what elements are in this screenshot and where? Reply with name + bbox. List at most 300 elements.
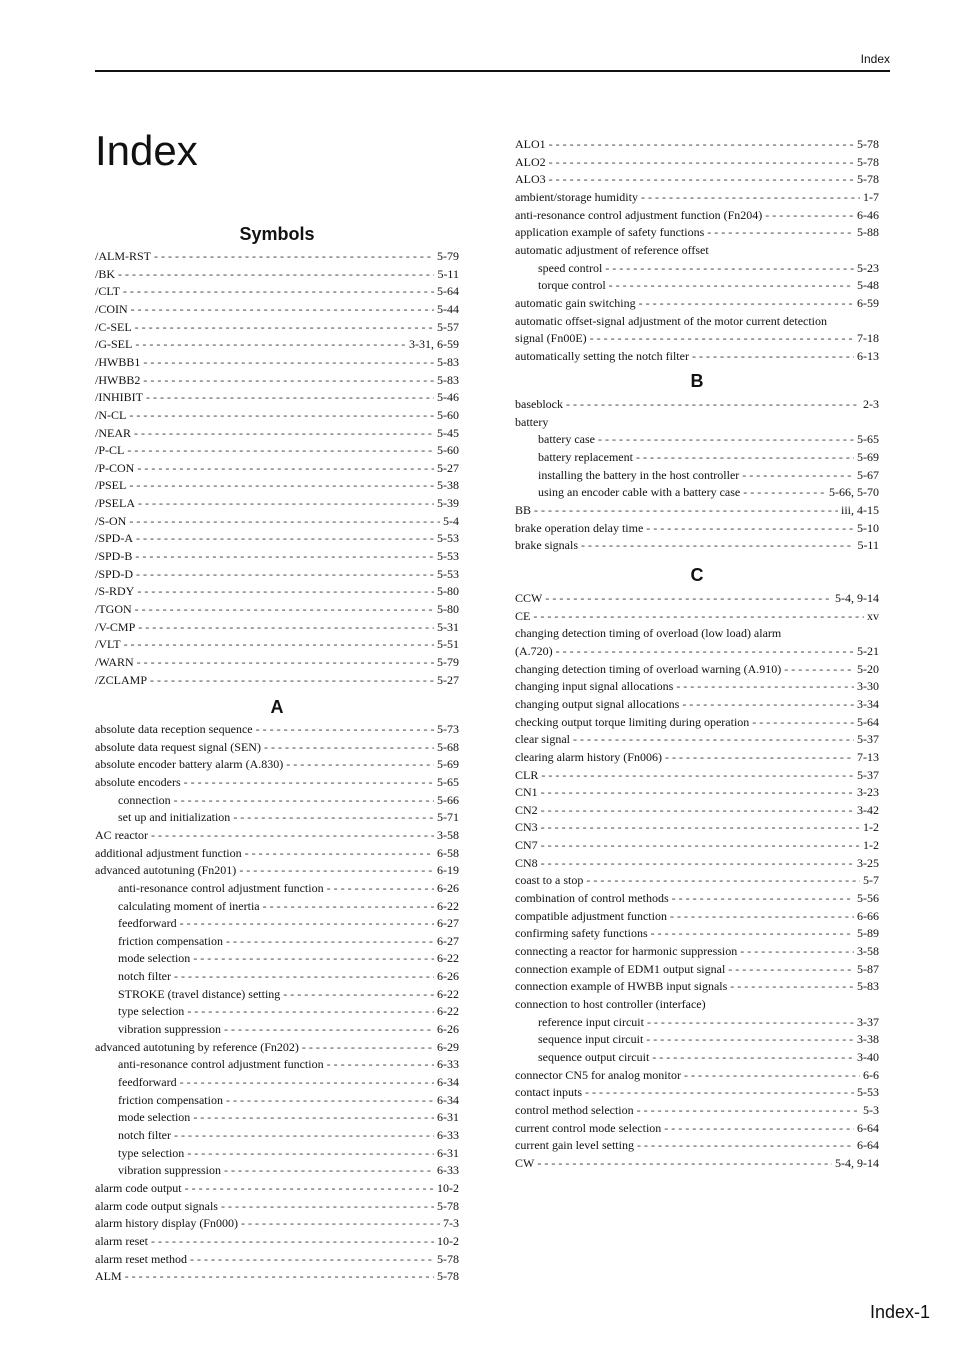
entry-pages: 3-38 xyxy=(857,1032,879,1047)
entry-term: /ZCLAMP xyxy=(95,672,148,687)
dot-leader xyxy=(174,969,434,984)
dot-leader xyxy=(728,962,854,977)
entry-term: CN8 xyxy=(515,855,538,870)
entry-pages: 5-89 xyxy=(857,926,879,941)
dot-leader xyxy=(135,337,406,352)
dot-leader xyxy=(743,485,826,500)
index-entry xyxy=(515,820,879,835)
dot-leader xyxy=(118,267,434,282)
dot-leader xyxy=(573,732,854,747)
dot-leader xyxy=(590,331,854,346)
entry-term: feedforward xyxy=(118,916,177,931)
entry-term: brake operation delay time xyxy=(515,520,644,535)
dot-leader xyxy=(241,1216,440,1231)
entry-term: CLR xyxy=(515,767,539,782)
entry-pages: 5-37 xyxy=(857,732,879,747)
dot-leader xyxy=(765,208,854,223)
entry-term: absolute encoder battery alarm (A.830) xyxy=(95,757,284,772)
index-entry-heading: automatic adjustment of reference offset xyxy=(515,242,709,257)
dot-leader xyxy=(541,820,860,835)
dot-leader xyxy=(581,538,854,553)
entry-term: /HWBB2 xyxy=(95,372,141,387)
dot-leader xyxy=(637,1138,854,1153)
dot-leader xyxy=(639,296,854,311)
entry-pages: 5-56 xyxy=(857,891,879,906)
index-entry xyxy=(515,979,879,994)
dot-leader xyxy=(676,679,854,694)
entry-pages: 6-26 xyxy=(437,969,459,984)
entry-term: /COIN xyxy=(95,301,128,316)
entry-pages: 5-65 xyxy=(437,774,459,789)
entry-pages: 2-3 xyxy=(863,397,879,411)
dot-leader xyxy=(150,673,434,688)
entry-term: AC reactor xyxy=(95,827,148,842)
dot-leader xyxy=(549,137,854,152)
entry-pages: 10-2 xyxy=(437,1233,459,1248)
page-header xyxy=(95,50,890,72)
entry-pages: 6-26 xyxy=(437,1022,459,1037)
index-entry xyxy=(515,349,879,364)
entry-term: automatic gain switching xyxy=(515,295,636,310)
index-subentry xyxy=(538,432,879,447)
entry-pages: 5-78 xyxy=(857,154,879,169)
entry-pages: 3-34 xyxy=(857,696,879,711)
dot-leader xyxy=(545,591,832,606)
entry-pages: 3-23 xyxy=(857,785,879,800)
entry-term: absolute data reception sequence xyxy=(95,722,253,736)
entry-term: brake signals xyxy=(515,538,578,553)
index-entry xyxy=(95,302,459,317)
entry-pages: 5-53 xyxy=(437,531,459,546)
dot-leader xyxy=(549,172,854,187)
entry-pages: 5-3 xyxy=(863,1102,879,1117)
entry-pages: 5-31 xyxy=(437,619,459,634)
dot-leader xyxy=(123,284,434,299)
index-entry xyxy=(95,722,459,737)
entry-pages: 6-26 xyxy=(437,880,459,895)
dot-leader xyxy=(180,1075,434,1090)
entry-pages: iii, 4-15 xyxy=(841,502,879,517)
index-entry xyxy=(95,1216,459,1231)
dot-leader xyxy=(264,740,434,755)
entry-term: connector CN5 for analog monitor xyxy=(515,1067,681,1082)
dot-leader xyxy=(636,450,854,465)
entry-pages: 1-2 xyxy=(863,838,879,853)
dot-leader xyxy=(137,655,434,670)
index-entry xyxy=(95,267,459,282)
index-entry xyxy=(95,549,459,564)
entry-term: ALO1 xyxy=(515,137,546,151)
index-entry xyxy=(95,390,459,405)
entry-term: CN2 xyxy=(515,802,538,817)
index-subentry xyxy=(118,899,459,914)
entry-term: speed control xyxy=(538,260,603,275)
entry-pages: 7-13 xyxy=(857,749,879,764)
dot-leader xyxy=(692,349,854,364)
dot-leader xyxy=(752,715,854,730)
index-entry xyxy=(95,408,459,423)
index-entry xyxy=(95,620,459,635)
dot-leader xyxy=(184,775,434,790)
entry-term: set up and initialization xyxy=(118,810,231,825)
entry-term: vibration suppression xyxy=(118,1022,221,1037)
dot-leader xyxy=(566,397,860,412)
entry-term: ALM xyxy=(95,1269,122,1284)
dot-leader xyxy=(124,637,434,652)
index-subentry xyxy=(118,1110,459,1125)
dot-leader xyxy=(245,846,434,861)
dot-leader xyxy=(135,549,434,564)
page-number: Index-1 xyxy=(869,1302,930,1322)
dot-leader xyxy=(129,478,434,493)
entry-term: checking output torque limiting during operation xyxy=(515,714,750,729)
entry-term: sequence input circuit xyxy=(538,1032,644,1047)
index-entry xyxy=(95,828,459,843)
dot-leader xyxy=(541,803,854,818)
dot-leader xyxy=(187,1146,434,1161)
dot-leader xyxy=(129,514,440,529)
index-entry xyxy=(515,609,879,624)
section-heading: Symbols xyxy=(239,224,315,244)
dot-leader xyxy=(327,1057,434,1072)
entry-term: /SPD-B xyxy=(95,549,133,564)
index-subentry xyxy=(118,1163,459,1178)
entry-term: connection example of EDM1 output signal xyxy=(515,961,726,976)
dot-leader xyxy=(605,261,854,276)
entry-term: /NEAR xyxy=(95,425,131,440)
entry-term: BB xyxy=(515,502,532,517)
dot-leader xyxy=(263,899,434,914)
entry-pages: 6-64 xyxy=(857,1120,879,1135)
index-entry xyxy=(95,1269,459,1284)
dot-leader xyxy=(682,697,854,712)
entry-pages: 5-88 xyxy=(857,225,879,240)
index-entry xyxy=(95,443,459,458)
entry-term: advanced autotuning by reference (Fn202) xyxy=(95,1039,299,1054)
entry-pages: 6-34 xyxy=(437,1075,459,1089)
dot-leader xyxy=(286,757,434,772)
index-entry xyxy=(95,757,459,772)
entry-term: installing the battery in the host controller xyxy=(538,467,740,482)
entry-pages: 6-22 xyxy=(437,898,459,913)
dot-leader xyxy=(730,979,854,994)
entry-pages: 5-53 xyxy=(437,566,459,581)
entry-term: feedforward xyxy=(118,1075,177,1089)
entry-pages: 5-73 xyxy=(437,722,459,736)
dot-leader xyxy=(136,531,434,546)
index-entry xyxy=(515,1085,879,1100)
dot-leader xyxy=(226,934,434,949)
entry-pages: 5-21 xyxy=(857,643,879,658)
entry-pages: 6-34 xyxy=(437,1092,459,1107)
index-entry xyxy=(515,909,879,924)
index-entry xyxy=(515,397,879,412)
dot-leader xyxy=(180,916,434,931)
entry-pages: 5-68 xyxy=(437,739,459,754)
index-entry xyxy=(515,732,879,747)
dot-leader xyxy=(549,155,854,170)
index-entry xyxy=(515,1121,879,1136)
entry-pages: 5-27 xyxy=(437,460,459,475)
dot-leader xyxy=(598,432,854,447)
index-entry xyxy=(515,172,879,187)
index-entry xyxy=(95,1252,459,1267)
index-entry xyxy=(515,644,879,659)
entry-pages: 6-46 xyxy=(857,207,879,222)
entry-term: anti-resonance control adjustment function xyxy=(118,1057,324,1072)
index-entry xyxy=(515,926,879,941)
entry-term: combination of control methods xyxy=(515,891,669,906)
dot-leader xyxy=(784,662,854,677)
index-subentry xyxy=(118,916,459,931)
dot-leader xyxy=(129,408,434,423)
dot-leader xyxy=(670,909,854,924)
index-entry xyxy=(515,225,879,240)
entry-term: anti-resonance control adjustment function xyxy=(118,880,324,895)
entry-pages: 6-6 xyxy=(863,1067,879,1082)
dot-leader xyxy=(707,225,854,240)
index-subentry xyxy=(118,881,459,896)
entry-pages: 5-53 xyxy=(437,549,459,564)
entry-term: connecting a reactor for harmonic suppression xyxy=(515,944,738,958)
index-entry xyxy=(95,355,459,370)
index-subentry xyxy=(118,793,459,808)
dot-leader xyxy=(151,1234,434,1249)
entry-term: battery replacement xyxy=(538,449,633,464)
entry-pages: 5-69 xyxy=(437,757,459,772)
entry-term: /CLT xyxy=(95,284,120,299)
entry-pages: 3-37 xyxy=(857,1014,879,1029)
index-entry xyxy=(515,697,879,712)
index-subentry xyxy=(118,987,459,1002)
entry-pages: 5-57 xyxy=(437,319,459,334)
entry-term: ALO2 xyxy=(515,154,546,169)
entry-term: torque control xyxy=(538,278,606,293)
entry-pages: 5-20 xyxy=(857,661,879,676)
entry-pages: xv xyxy=(867,608,879,623)
entry-pages: 5-7 xyxy=(863,873,879,888)
entry-pages: 5-78 xyxy=(437,1269,459,1284)
entry-pages: 5-51 xyxy=(437,637,459,652)
index-subentry xyxy=(118,1022,459,1037)
dot-leader xyxy=(651,926,854,941)
entry-term: /C-SEL xyxy=(95,319,132,334)
dot-leader xyxy=(585,1085,854,1100)
index-entry xyxy=(515,838,879,853)
dot-leader xyxy=(187,1004,434,1019)
dot-leader xyxy=(541,856,854,871)
index-entry xyxy=(95,1234,459,1249)
entry-term: CW xyxy=(515,1155,535,1170)
index-entry xyxy=(95,337,459,352)
entry-pages: 5-66, 5-70 xyxy=(829,485,879,500)
entry-pages: 5-83 xyxy=(437,372,459,387)
dot-leader xyxy=(586,873,860,888)
entry-pages: 5-79 xyxy=(437,249,459,263)
entry-pages: 5-83 xyxy=(857,979,879,994)
entry-term: control method selection xyxy=(515,1102,634,1117)
entry-term: /P-CON xyxy=(95,460,135,475)
index-entry xyxy=(95,514,459,529)
entry-term: absolute data request signal (SEN) xyxy=(95,739,261,754)
dot-leader xyxy=(137,461,434,476)
index-entry xyxy=(95,567,459,582)
index-entry xyxy=(95,673,459,688)
entry-term: changing output signal allocations xyxy=(515,696,680,711)
index-subentry xyxy=(538,468,879,483)
entry-pages: 5-64 xyxy=(857,714,879,729)
index-entry xyxy=(95,740,459,755)
index-entry xyxy=(515,1068,879,1083)
index-entry xyxy=(515,856,879,871)
entry-pages: 5-65 xyxy=(857,432,879,447)
entry-pages: 5-11 xyxy=(857,538,879,553)
index-subentry xyxy=(538,1032,879,1047)
index-subentry xyxy=(118,1093,459,1108)
entry-term: /S-ON xyxy=(95,513,127,528)
entry-term: battery case xyxy=(538,432,595,447)
entry-term: clear signal xyxy=(515,732,570,747)
index-entry xyxy=(515,208,879,223)
entry-pages: 5-66 xyxy=(437,792,459,807)
dot-leader xyxy=(135,320,434,335)
dot-leader xyxy=(138,496,434,511)
entry-term: ALO3 xyxy=(515,172,546,187)
dot-leader xyxy=(637,1103,860,1118)
entry-term: alarm reset xyxy=(95,1233,148,1248)
entry-pages: 3-31, 6-59 xyxy=(409,337,459,352)
entry-term: notch filter xyxy=(118,969,171,984)
index-entry xyxy=(95,602,459,617)
index-entry xyxy=(515,538,879,553)
entry-pages: 5-23 xyxy=(857,260,879,275)
dot-leader xyxy=(541,785,854,800)
entry-pages: 5-80 xyxy=(437,584,459,599)
dot-leader xyxy=(646,521,854,536)
index-entry xyxy=(95,655,459,670)
entry-pages: 6-27 xyxy=(437,933,459,948)
entry-term: alarm reset method xyxy=(95,1251,187,1266)
entry-term: automatically setting the notch filter xyxy=(515,348,689,363)
dot-leader xyxy=(136,567,434,582)
index-entry-heading: battery xyxy=(515,414,549,429)
dot-leader xyxy=(174,1128,434,1143)
entry-term: vibration suppression xyxy=(118,1163,221,1178)
entry-term: alarm code output xyxy=(95,1180,182,1195)
index-entry xyxy=(515,155,879,170)
index-entry xyxy=(515,296,879,311)
index-entry xyxy=(515,331,879,346)
dot-leader xyxy=(135,602,434,617)
entry-term: confirming safety functions xyxy=(515,926,648,941)
dot-leader xyxy=(664,1121,854,1136)
entry-pages: 5-4, 9-14 xyxy=(835,591,879,605)
entry-pages: 6-22 xyxy=(437,951,459,966)
entry-pages: 3-58 xyxy=(857,944,879,958)
section-heading: A xyxy=(270,697,284,717)
entry-term: type selection xyxy=(118,1004,185,1019)
entry-pages: 5-71 xyxy=(437,810,459,825)
entry-pages: 6-22 xyxy=(437,1004,459,1019)
entry-term: type selection xyxy=(118,1145,185,1160)
entry-pages: 5-69 xyxy=(857,449,879,464)
entry-pages: 6-31 xyxy=(437,1110,459,1125)
entry-term: signal (Fn00E) xyxy=(515,331,587,346)
index-subentry xyxy=(538,450,879,465)
index-entry xyxy=(515,962,879,977)
entry-term: ambient/storage humidity xyxy=(515,189,638,204)
entry-term: compatible adjustment function xyxy=(515,908,667,923)
entry-pages: 5-11 xyxy=(437,266,459,281)
entry-term: STROKE (travel distance) setting xyxy=(118,986,281,1001)
dot-leader xyxy=(134,426,434,441)
dot-leader xyxy=(190,1252,434,1267)
dot-leader xyxy=(537,1156,832,1171)
entry-pages: 6-33 xyxy=(437,1127,459,1142)
dot-leader xyxy=(224,1022,434,1037)
page-title: Index xyxy=(95,127,198,174)
index-entry xyxy=(515,944,879,959)
index-subentry xyxy=(118,1128,459,1143)
dot-leader xyxy=(154,249,434,264)
entry-term: mode selection xyxy=(118,1110,191,1125)
entry-pages: 5-64 xyxy=(437,284,459,299)
dot-leader xyxy=(233,810,434,825)
entry-pages: 5-60 xyxy=(437,407,459,422)
section-heading: C xyxy=(690,565,704,585)
index-entry xyxy=(95,461,459,476)
entry-term: absolute encoders xyxy=(95,774,181,789)
index-subentry xyxy=(538,485,879,500)
entry-pages: 5-44 xyxy=(437,301,459,316)
dot-leader xyxy=(556,644,854,659)
index-entry xyxy=(95,249,459,264)
entry-term: notch filter xyxy=(118,1127,171,1142)
dot-leader xyxy=(127,443,434,458)
index-entry xyxy=(515,662,879,677)
entry-term: /BK xyxy=(95,266,116,281)
index-entry xyxy=(95,496,459,511)
index-entry xyxy=(515,768,879,783)
entry-pages: 6-33 xyxy=(437,1163,459,1178)
index-subentry xyxy=(118,1057,459,1072)
entry-term: /PSELA xyxy=(95,496,136,511)
entry-term: /SPD-A xyxy=(95,531,134,546)
entry-pages: 5-4, 9-14 xyxy=(835,1155,879,1170)
entry-term: /PSEL xyxy=(95,478,127,493)
index-entry xyxy=(95,284,459,299)
entry-pages: 6-59 xyxy=(857,295,879,310)
entry-pages: 5-48 xyxy=(857,278,879,293)
index-entry xyxy=(95,637,459,652)
entry-term: changing detection timing of overload warning (A.910) xyxy=(515,661,782,676)
entry-term: /VLT xyxy=(95,637,121,652)
entry-pages: 6-33 xyxy=(437,1057,459,1072)
entry-term: CN1 xyxy=(515,785,538,800)
entry-pages: 6-13 xyxy=(857,348,879,363)
entry-pages: 6-66 xyxy=(857,908,879,923)
entry-term: /N-CL xyxy=(95,407,127,422)
dot-leader xyxy=(174,793,434,808)
dot-leader xyxy=(684,1068,860,1083)
entry-pages: 6-29 xyxy=(437,1039,459,1054)
dot-leader xyxy=(327,881,434,896)
entry-term: sequence output circuit xyxy=(538,1049,650,1064)
index-subentry xyxy=(118,934,459,949)
dot-leader xyxy=(226,1093,434,1108)
index-entry xyxy=(95,584,459,599)
entry-pages: 3-58 xyxy=(437,827,459,842)
